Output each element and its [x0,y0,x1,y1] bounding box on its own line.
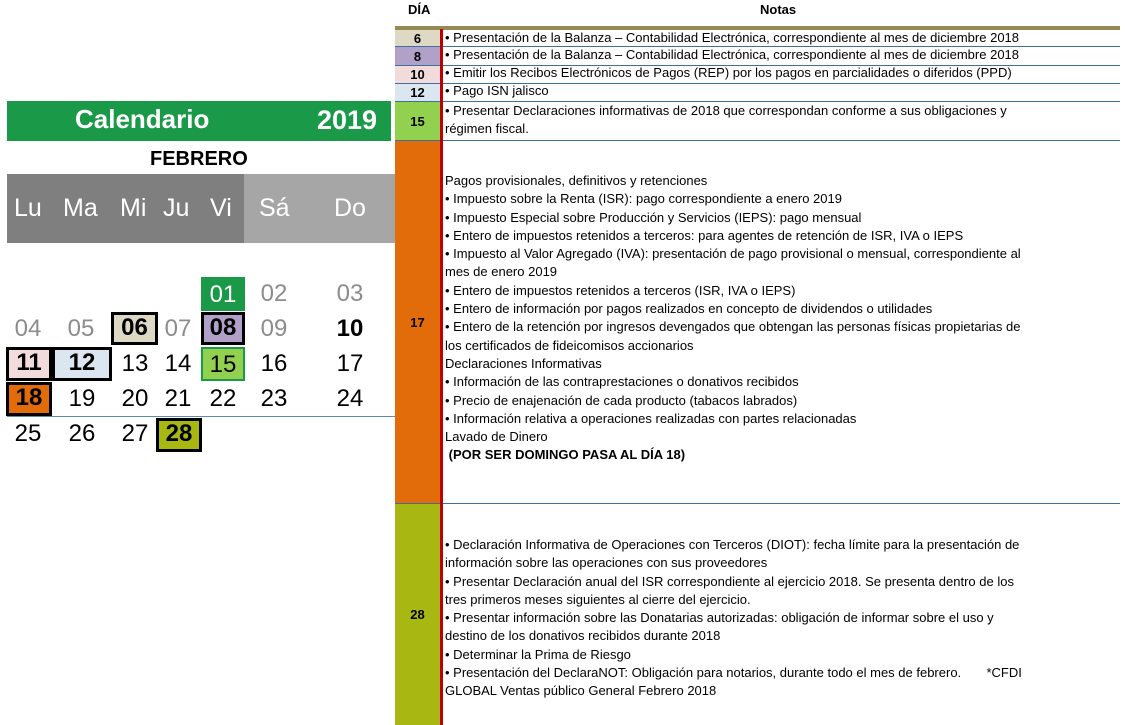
note-line: Lavado de Dinero [445,429,548,445]
calendar-month: FEBRERO [150,148,248,170]
weekday-ma: Ma [63,194,98,222]
weekday-lu: Lu [14,194,42,222]
calendar-day-26[interactable]: 26 [68,420,96,447]
calendar-day-17[interactable]: 17 [336,350,364,377]
calendar-day-02[interactable]: 02 [260,280,288,307]
calendar-day-28[interactable]: 28 [156,418,202,452]
calendar-day-06[interactable]: 06 [111,312,158,345]
calendar-day-22[interactable]: 22 [209,385,237,412]
note-line: • Precio de enajenación de cada producto (tabacos labrados) [445,392,798,408]
calendar-day-11[interactable]: 11 [6,347,52,381]
column-header-notes: Notas [760,2,797,17]
note-line-bold: (POR SER DOMINGO PASA AL DÍA 18) [445,447,686,463]
note-line: • Presentar información sobre las Donatarias autorizadas: obligación de informar sobre el uso y [445,610,994,626]
calendar-divider [7,416,396,417]
note-line: • Declaración Informativa de Operaciones con Terceros (DIOT): fecha límite para la presentación de [445,537,1020,552]
note-12 [445,82,1117,100]
note-line: • Presentar Declaraciones informativas de 2018 que correspondan conforme a sus obligaciones y [445,103,1007,118]
note-10 [445,64,1117,82]
calendar-day-13[interactable]: 13 [121,350,149,377]
note-8 [445,46,1117,64]
calendar-day-15[interactable]: 15 [201,347,245,381]
note-line: régimen fiscal. [445,121,529,137]
note-line: GLOBAL Ventas público General Febrero 2018 [445,683,717,699]
note-line: • Entero de impuestos retenidos a terceros: para agentes de retención de ISR, IVA o IEPS [445,227,964,243]
calendar-day-09[interactable]: 09 [260,315,288,342]
column-header-day: DÍA [408,2,431,17]
note-line: los certificados de fideicomisos accionarios [445,337,694,353]
note-line: • Entero de la retención por ingresos devengados que obtengan las personas físicas propietarias de [445,319,1021,335]
calendar-day-08[interactable]: 08 [201,312,245,345]
weekday-mi: Mi [120,194,147,222]
calendar-day-18[interactable]: 18 [6,382,52,416]
weekday-ju: Ju [163,194,190,222]
note-15 [445,102,1117,139]
note-line: tres primeros meses siguientes al cierre del ejercicio. [445,591,751,607]
note-28 [445,536,1117,701]
calendar-day-07[interactable]: 07 [164,315,192,342]
day-cell-12: 12 [395,84,440,101]
calendar-day-14[interactable]: 14 [164,350,192,377]
note-6 [445,29,1117,47]
note-line: mes de enero 2019 [445,264,558,280]
weekday-do: Do [334,194,366,222]
note-line: Pagos provisionales, definitivos y retenciones [445,173,708,188]
note-17 [445,172,1117,465]
row-divider [395,503,1120,504]
calendar-day-01[interactable]: 01 [201,277,245,311]
calendar-day-25[interactable]: 25 [14,420,42,447]
day-cell-17: 17 [395,141,440,503]
note-line: • Emitir los Recibos Electrónicos de Pagos (REP) por los pagos en parcialidades o diferidos (PPD) [445,65,1012,80]
calendar-day-04[interactable]: 04 [14,315,42,342]
note-line: • Presentación del DeclaraNOT: Obligación para notarios, durante todo el mes de febrero. *CFDI [445,665,1022,681]
calendar-day-03[interactable]: 03 [336,280,364,307]
calendar-year: 2019 [317,105,378,135]
note-line: • Entero de información por pagos realizados en concepto de dividendos o utilidades [445,301,933,317]
note-line: información sobre las operaciones con sus proveedores [445,555,768,571]
calendar-day-21[interactable]: 21 [164,385,192,412]
day-cell-8: 8 [395,47,440,65]
calendar-day-23[interactable]: 23 [260,385,288,412]
calendar-day-27[interactable]: 27 [121,420,149,447]
calendar-banner [7,101,391,141]
calendar-day-24[interactable]: 24 [336,385,364,412]
row-divider [395,140,1120,141]
column-separator [440,29,443,725]
note-line: Declaraciones Informativas [445,355,602,371]
note-line: destino de los donativos recibidos durante 2018 [445,628,721,644]
weekday-vi: Vi [210,194,232,222]
day-cell-6: 6 [395,30,440,46]
weekday-header [7,174,396,243]
day-cell-15: 15 [395,102,440,140]
calendar-title: Calendario [75,104,210,134]
note-line: • Entero de impuestos retenidos a terceros (ISR, IVA o IEPS) [445,282,796,298]
note-line: • Determinar la Prima de Riesgo [445,646,631,662]
note-line: • Impuesto Especial sobre Producción y Servicios (IEPS): pago mensual [445,209,862,225]
note-line: • Impuesto al Valor Agregado (IVA): presentación de pago provisional o mensual, correspondiente al [445,246,1021,262]
day-cell-10: 10 [395,66,440,83]
note-line: • Presentación de la Balanza – Contabilidad Electrónica, correspondiente al mes de diciembre 2018 [445,47,1020,62]
calendar-day-12[interactable]: 12 [52,347,112,381]
calendar-day-20[interactable]: 20 [121,385,149,412]
calendar-day-19[interactable]: 19 [68,385,96,412]
calendar-day-10[interactable]: 10 [336,315,364,342]
note-line: • Información relativa a operaciones realizadas con partes relacionadas [445,410,857,426]
day-cell-28: 28 [395,504,440,725]
note-line: • Pago ISN jalisco [445,83,549,98]
note-line: • Información de las contraprestaciones o donativos recibidos [445,374,799,390]
note-line: • Impuesto sobre la Renta (ISR): pago correspondiente a enero 2019 [445,191,842,207]
calendar-day-16[interactable]: 16 [260,350,288,377]
calendar-day-05[interactable]: 05 [67,315,95,342]
note-line: • Presentar Declaración anual del ISR correspondiente al ejercicio 2018. Se presenta dentro de los [445,573,1014,589]
weekday-sa: Sá [259,194,290,222]
note-line: • Presentación de la Balanza – Contabilidad Electrónica, correspondiente al mes de diciembre 2018 [445,30,1020,45]
